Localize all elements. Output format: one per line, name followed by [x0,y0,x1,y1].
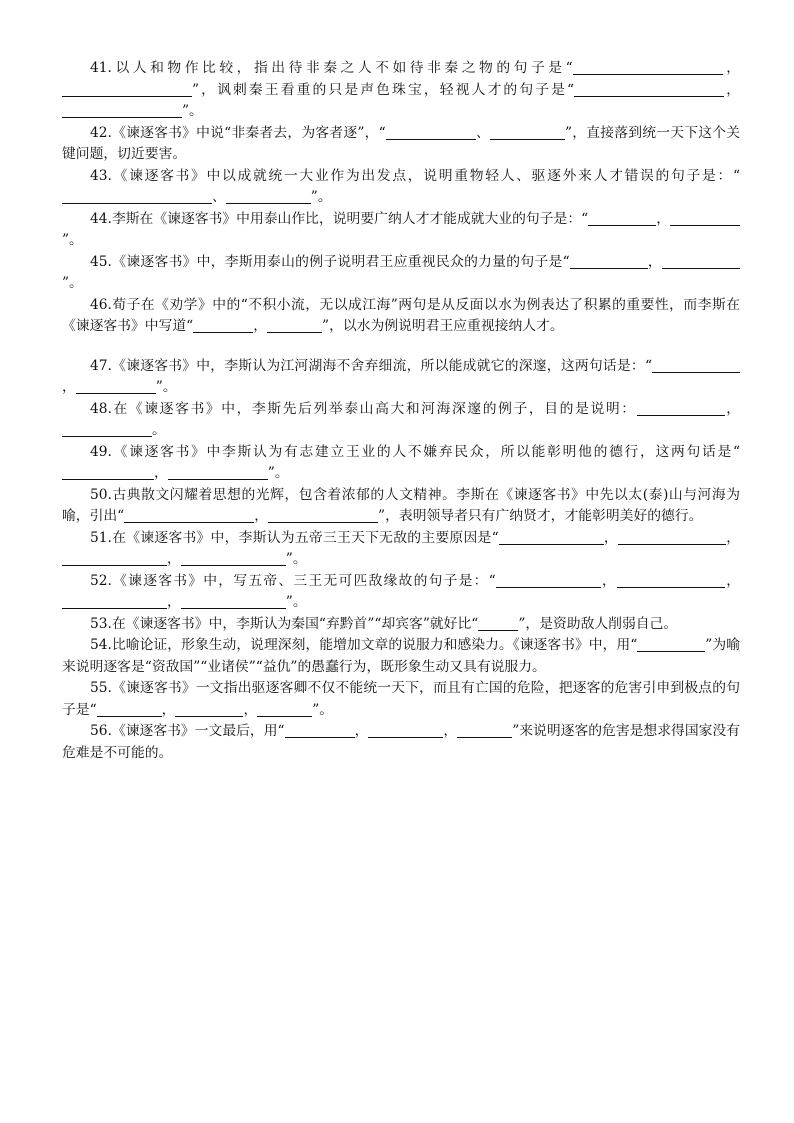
answer-blank[interactable] [76,378,156,394]
question-text: ， [253,318,268,334]
question-44 [62,209,740,252]
question-text: 54.比喻论证，形象生动，说理深刻，能增加文章的说服力和感染力。《谏逐客书》中，用“ [90,637,638,653]
question-43 [62,166,740,209]
answer-blank[interactable] [573,59,723,75]
question-text: ， [603,529,618,546]
question-text: ， [443,723,458,739]
answer-blank[interactable] [267,317,322,333]
question-text: 51.在《谏逐客书》中，李斯认为五帝三王天下无敌的主要原因是“ [90,529,499,546]
question-text: ”。 [285,594,307,610]
question-text: ”，以水为例说明君王应重视接纳人才。 [322,318,564,334]
question-list [62,58,740,764]
question-text: ”，是资助敌人削弱自己。 [518,615,678,632]
answer-blank[interactable] [97,701,162,717]
question-text: ， [154,465,168,481]
answer-blank[interactable] [490,124,565,140]
question-text: 44.李斯在《谏逐客书》中用泰山作比，说明要广纳人才才能成就大业的句子是：“ [90,210,589,227]
question-51 [62,528,740,571]
question-text: ， [724,400,740,417]
question-text: 43.《谏逐客书》中以成就统一大业作为出发点，说明重物轻人、驱逐外来人才错误的句子是：“ [90,167,740,184]
question-text: 53.在《谏逐客书》中，李斯认为秦国“弃黔首”“却宾客”就好比“ [90,615,479,632]
answer-blank[interactable] [181,550,286,566]
question-text: 41.以人和物作比较，指出待非秦之人不如待非秦之物的句子是“ [90,60,573,76]
answer-blank[interactable] [168,464,268,480]
answer-blank[interactable] [62,464,154,480]
question-text: ， [600,572,617,589]
answer-blank[interactable] [617,572,725,588]
answer-blank[interactable] [570,253,648,269]
answer-blank[interactable] [62,102,182,118]
answer-blank[interactable] [62,593,167,609]
question-text: 46.荀子在《劝学》中的“不积小流，无以成江海”两句是从反面以水为例表达了积累的重要性，而李斯在《谏逐客书》中写道“ [62,296,740,334]
question-text: ， [167,551,181,567]
question-text: ”，表明领导者只有广纳贤才，才能彰明美好的德行。 [378,508,703,524]
answer-blank[interactable] [478,615,518,631]
answer-blank[interactable] [175,701,243,717]
question-48 [62,399,740,442]
answer-blank[interactable] [226,188,311,204]
question-52 [62,571,740,614]
answer-blank[interactable] [124,507,254,523]
question-47 [62,356,740,399]
question-text: 45.《谏逐客书》中，李斯用泰山的例子说明君王应重视民众的力量的句子是“ [90,253,570,270]
question-text: ， [161,701,176,718]
question-text: ， [354,723,369,739]
question-text: ”。 [62,275,83,291]
question-text: ”为喻来说明逐客是“资敌国”“业诸侯”“益仇”的愚蠢行为，既形象生动又具有说服力。 [62,637,740,675]
question-text: 55.《谏逐客书》一文指出驱逐客卿不仅不能统一天下，而且有亡国的危险，把逐客的危害引申到极点的句子是“ [62,680,740,718]
question-45 [62,252,740,295]
question-42 [62,123,740,166]
question-text: 42.《谏逐客书》中说“非秦者去，为客者逐”，“ [90,124,386,141]
question-49 [62,442,740,485]
answer-blank[interactable] [618,529,726,545]
question-text: 。 [152,422,166,438]
question-text: ， [254,508,269,524]
answer-blank[interactable] [62,81,192,97]
question-text: ， [167,594,181,610]
answer-blank[interactable] [457,722,512,738]
answer-blank[interactable] [268,507,378,523]
question-text: 50.古典散文闪耀着思想的光辉，包含着浓郁的人文精神。李斯在《谏逐客书》中先以太(泰)山与河海为喻，引出“ [62,486,740,524]
answer-blank[interactable] [637,400,725,416]
question-53 [62,614,740,636]
answer-blank[interactable] [368,722,443,738]
question-text: 、 [212,189,226,205]
question-text: ， [656,210,671,227]
answer-blank[interactable] [62,550,167,566]
question-text: ， [243,701,258,718]
question-text: ”。 [155,379,177,395]
question-text: ”，讽刺秦王看重的只是声色珠宝，轻视人才的句子是“ [192,81,575,98]
question-text: 48.在《谏逐客书》中，李斯先后列举泰山高大和河海深邃的例子，目的是说明： [90,400,637,417]
question-text: ”。 [182,103,203,119]
question-text: 、 [475,124,490,141]
answer-blank[interactable] [637,636,705,652]
answer-blank[interactable] [285,722,355,738]
question-text: ”。 [310,189,332,205]
question-text: ， [724,81,741,98]
question-text: 56.《谏逐客书》一文最后，用“ [90,723,285,739]
answer-blank[interactable] [499,529,604,545]
question-50 [62,485,740,528]
answer-blank[interactable] [670,210,740,226]
question-55 [62,678,740,721]
question-text: ”。 [285,551,307,567]
answer-blank[interactable] [574,81,724,97]
question-text: ”来说明逐客的危害是想求得国家没有危难是不可能的。 [62,723,741,761]
question-41 [62,58,740,123]
question-text: 52.《谏逐客书》中，写五帝、三王无可匹敌缘故的句子是：“ [90,572,496,589]
question-text: ”。 [267,465,289,481]
question-text: ”。 [62,232,83,248]
answer-blank[interactable] [62,421,152,437]
question-46 [62,295,740,338]
question-text: ， [724,572,741,589]
question-text: ， [647,253,663,270]
question-text: ， [62,379,76,395]
question-text: ， [725,529,741,546]
question-text: 47.《谏逐客书》中，李斯认为江河湖海不舍弃细流，所以能成就它的深邃，这两句话是：“ [90,357,652,374]
question-54 [62,635,740,678]
answer-blank[interactable] [588,210,656,226]
question-text: ”。 [312,701,334,718]
answer-blank[interactable] [181,593,286,609]
question-text: 49.《谏逐客书》中李斯认为有志建立王业的人不嫌弃民众，所以能彰明他的德行，这两句话是“ [90,443,740,460]
question-56 [62,721,740,764]
answer-blank[interactable] [496,572,601,588]
question-text: ， [722,60,741,76]
answer-blank[interactable] [652,357,740,373]
answer-blank[interactable] [62,188,212,204]
question-text: ”，直接落到统一天下这个关键问题，切近要害。 [62,124,741,162]
answer-blank[interactable] [662,253,740,269]
answer-blank[interactable] [193,317,253,333]
answer-blank[interactable] [257,701,312,717]
answer-blank[interactable] [386,124,476,140]
